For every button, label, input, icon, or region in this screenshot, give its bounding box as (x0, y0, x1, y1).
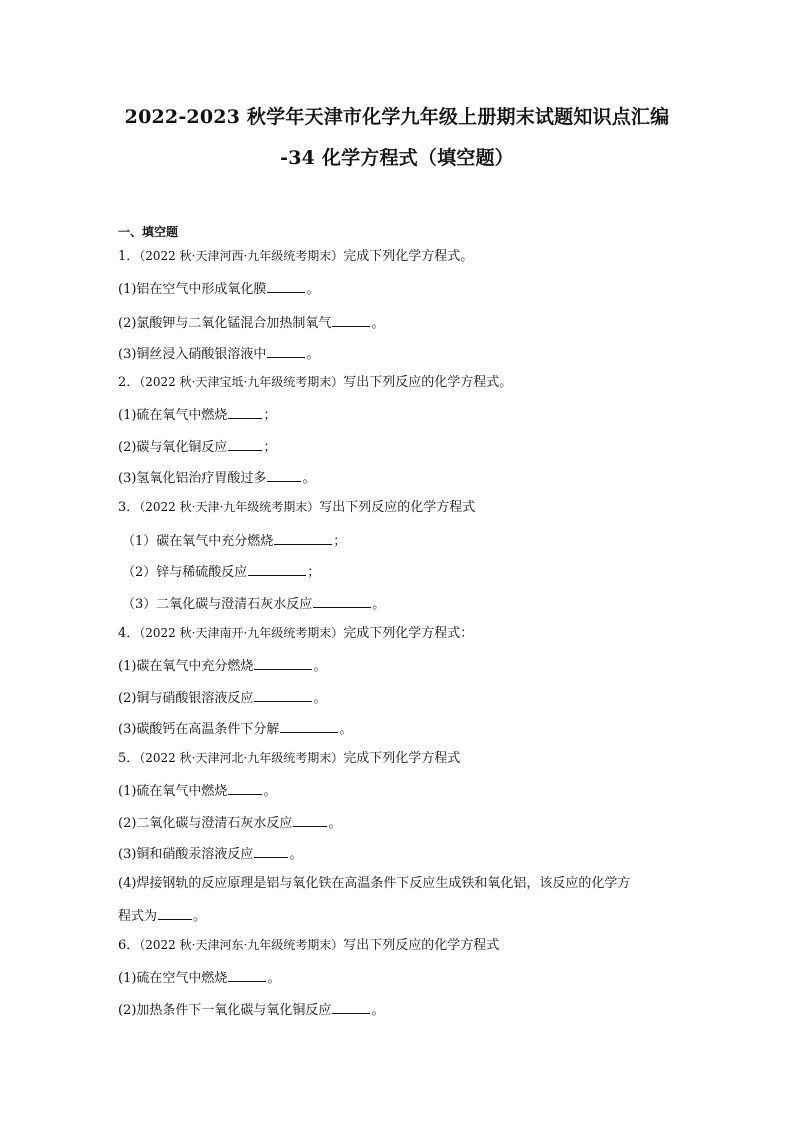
question-1-stem: 1．（2022 秋·天津河西·九年级统考期末）完成下列化学方程式。 (118, 249, 474, 264)
answer-blank[interactable] (158, 908, 192, 920)
question-3-item-2: （2）锌与稀硫酸反应 ； (122, 565, 321, 580)
answer-blank[interactable] (332, 315, 370, 327)
answer-blank[interactable] (248, 564, 306, 576)
question-1-item-3: (3)铜丝浸入硝酸银溶液中 。 (118, 347, 320, 362)
section-heading: 一、填空题 (118, 225, 179, 239)
question-5-item-3: (3)铜和硝酸汞溶液反应 。 (118, 847, 303, 862)
answer-blank[interactable] (228, 970, 266, 982)
document-title-line-2: -34 化学方程式（填空题） (280, 147, 514, 169)
question-1-item-2: (2)氯酸钾与二氧化锰混合加热制氧气 。 (118, 316, 385, 331)
question-4-stem: 4．（2022 秋·天津南开·九年级统考期末）完成下列化学方程式： (118, 626, 474, 641)
answer-blank[interactable] (332, 1002, 370, 1014)
question-4-item-1: (1)碳在氧气中充分燃烧 。 (118, 659, 327, 674)
answer-blank[interactable] (267, 470, 301, 482)
question-6-stem: 6．（2022 秋·天津河东·九年级统考期末）写出下列反应的化学方程式 (118, 938, 500, 953)
question-3-stem: 3．（2022 秋·天津·九年级统考期末）写出下列反应的化学方程式 (118, 500, 476, 515)
answer-blank[interactable] (267, 281, 305, 293)
answer-blank[interactable] (228, 407, 262, 419)
answer-blank[interactable] (254, 690, 312, 702)
question-5-item-2: (2)二氧化碳与澄清石灰水反应 。 (118, 816, 342, 831)
question-4-item-3: (3)碳酸钙在高温条件下分解 。 (118, 722, 353, 737)
answer-blank[interactable] (254, 846, 288, 858)
question-2-stem: 2．（2022 秋·天津宝坻·九年级统考期末）写出下列反应的化学方程式。 (118, 375, 513, 390)
question-3-item-3: （3）二氧化碳与澄清石灰水反应 。 (122, 597, 386, 612)
answer-blank[interactable] (228, 439, 262, 451)
question-5-stem: 5．（2022 秋·天津河北·九年级统考期末）完成下列化学方程式 (118, 751, 461, 766)
question-5-item-4-continued: 程式为 。 (118, 909, 207, 924)
document-title-line-1: 2022-2023 秋学年天津市化学九年级上册期末试题知识点汇编 (124, 106, 670, 128)
answer-blank[interactable] (274, 533, 332, 545)
question-3-item-1: （1）碳在氧气中充分燃烧 ； (122, 534, 347, 549)
question-2-item-2: (2)碳与氧化铜反应 ； (118, 440, 277, 455)
question-4-item-2: (2)铜与硝酸银溶液反应 。 (118, 691, 327, 706)
answer-blank[interactable] (254, 658, 312, 670)
answer-blank[interactable] (293, 815, 327, 827)
question-2-item-3: (3)氢氧化铝治疗胃酸过多 。 (118, 471, 316, 486)
question-6-item-2: (2)加热条件下一氧化碳与氧化铜反应 。 (118, 1003, 385, 1018)
question-5-item-4: (4)焊接钢轨的反应原理是铝与氧化铁在高温条件下反应生成铁和氧化铝，该反应的化学方 (118, 876, 631, 891)
answer-blank[interactable] (228, 783, 262, 795)
question-5-item-1: (1)硫在氧气中燃烧 。 (118, 784, 277, 799)
question-2-item-1: (1)硫在氧气中燃烧 ； (118, 408, 277, 423)
answer-blank[interactable] (267, 346, 305, 358)
question-1-item-1: (1)铝在空气中形成氧化膜 。 (118, 282, 320, 297)
answer-blank[interactable] (313, 596, 371, 608)
question-6-item-1: (1)硫在空气中燃烧 。 (118, 971, 281, 986)
answer-blank[interactable] (280, 721, 338, 733)
